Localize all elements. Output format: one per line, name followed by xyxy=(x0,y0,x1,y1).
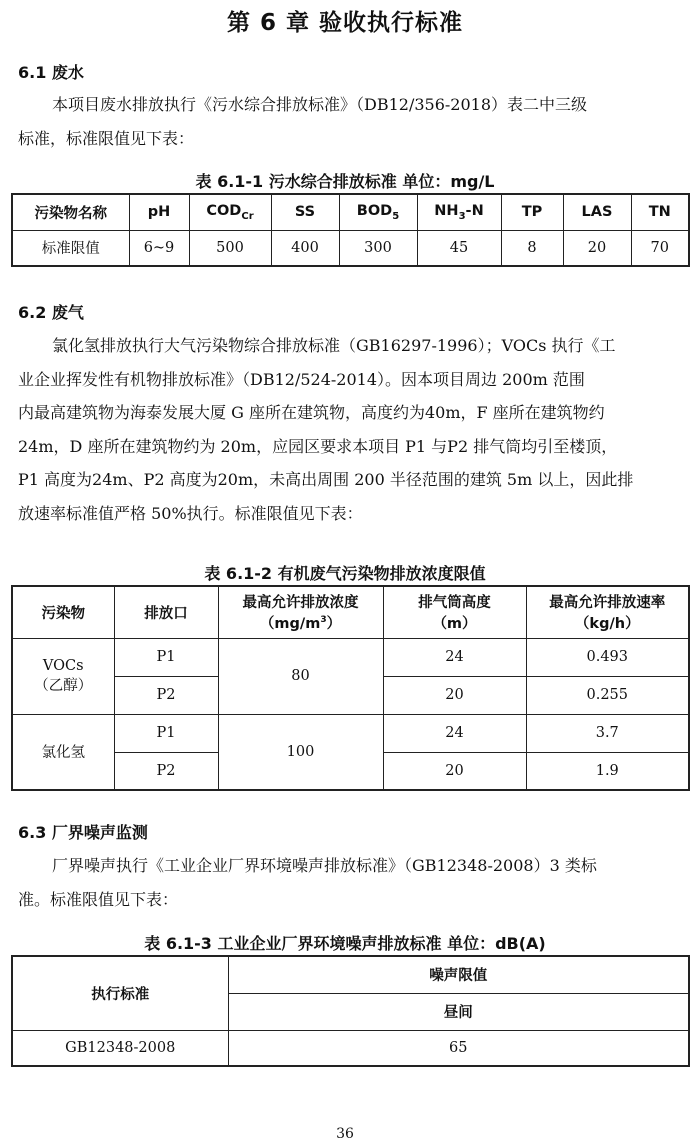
waste-gas-paragraph xyxy=(18,329,678,530)
rate-cell: 1.9 xyxy=(526,752,689,790)
rate-cell: 0.255 xyxy=(526,676,689,714)
outlet-cell: P2 xyxy=(114,676,218,714)
header-max-concentration: 最高允许排放浓度 $(mg/m^3)$ xyxy=(218,586,383,638)
header-noise-limit: 噪声限值 xyxy=(228,956,689,993)
header-tp: TP xyxy=(501,194,563,230)
header-pollutant: 污染物 xyxy=(12,586,114,638)
pollutant-hcl: 氯化氢 xyxy=(12,714,114,790)
table-cell: 70 xyxy=(631,230,689,266)
header-bod: $BOD_5$ xyxy=(339,194,417,230)
wastewater-standard-table xyxy=(11,193,690,267)
chapter-title: 第 6 章 验收执行标准 xyxy=(226,10,464,36)
paragraph-line: P1 高度为24m、P2 高度为20m，未高出周围 200 半径范围的建筑 5m 以上，因此排 xyxy=(18,470,634,489)
section-heading-wastewater: 6.1 废水 xyxy=(18,63,84,82)
header-tn: TN xyxy=(631,194,689,230)
concentration-cell: 80 xyxy=(218,638,383,714)
organic-gas-limit-table xyxy=(11,585,690,791)
table-cell: 400 xyxy=(271,230,339,266)
paragraph-line: 放速率标准值严格 50%执行。标准限值见下表： xyxy=(18,503,363,523)
table-cell: 20 xyxy=(563,230,631,266)
header-daytime: 昼间 xyxy=(228,993,689,1030)
table-caption-6-1-2: 表 6.1-2 有机废气污染物排放浓度限值 xyxy=(204,564,486,583)
wastewater-paragraph xyxy=(18,88,678,155)
paragraph-line: 24m，D 座所在建筑物约为 20m，应园区要求本项目 P1 与P2 排气筒均引至楼顶， xyxy=(18,436,618,456)
header-stack-height: 排气筒高度 （m） xyxy=(383,586,526,638)
concentration-cell: 100 xyxy=(218,714,383,790)
table-caption-6-1-3: 表 6.1-3 工业企业厂界环境噪声排放标准 单位：dB(A) xyxy=(144,934,546,953)
paragraph-line: 标准，标准限值见下表： xyxy=(18,128,195,148)
height-cell: 20 xyxy=(383,752,526,790)
rate-cell: 0.493 xyxy=(526,638,689,676)
section-heading-waste-gas: 6.2 废气 xyxy=(18,303,84,322)
table-cell: 300 xyxy=(339,230,417,266)
table-caption-6-1-1: 表 6.1-1 污水综合排放标准 单位：mg/L xyxy=(195,172,495,191)
header-ph: pH xyxy=(129,194,189,230)
rate-cell: 3.7 xyxy=(526,714,689,752)
table-cell: 500 xyxy=(189,230,271,266)
noise-value-cell: 65 xyxy=(228,1030,689,1066)
row-label-limit: 标准限值 xyxy=(12,230,129,266)
table-cell: 8 xyxy=(501,230,563,266)
header-outlet: 排放口 xyxy=(114,586,218,638)
header-las: LAS xyxy=(563,194,631,230)
noise-paragraph xyxy=(18,849,678,916)
paragraph-line: 准。标准限值见下表： xyxy=(18,889,179,909)
height-cell: 24 xyxy=(383,714,526,752)
header-pollutant-name: 污染物名称 xyxy=(12,194,129,230)
paragraph-line: 内最高建筑物为海泰发展大厦 G 座所在建筑物，高度约为40m，F 座所在建筑物约 xyxy=(18,403,605,422)
header-standard: 执行标准 xyxy=(12,956,228,1030)
paragraph-line: 业企业挥发性有机物排放标准》（DB12/524-2014）。因本项目周边 200m 范围 xyxy=(18,369,585,389)
header-max-rate: 最高允许排放速率 （kg/h） xyxy=(526,586,689,638)
page-number: 36 xyxy=(336,1126,354,1142)
height-cell: 24 xyxy=(383,638,526,676)
table-cell: 6~9 xyxy=(129,230,189,266)
paragraph-line: 厂界噪声执行《工业企业厂界环境噪声排放标准》（GB12348-2008）3 类标 xyxy=(52,856,597,875)
table-cell: 45 xyxy=(417,230,501,266)
height-cell: 20 xyxy=(383,676,526,714)
standard-cell: GB12348-2008 xyxy=(12,1030,228,1066)
noise-standard-table xyxy=(11,955,690,1067)
pollutant-vocs: VOCs （乙醇） xyxy=(12,638,114,714)
outlet-cell: P1 xyxy=(114,714,218,752)
paragraph-line: 本项目废水排放执行《污水综合排放标准》（DB12/356-2018）表二中三级 xyxy=(52,95,588,114)
paragraph-line: 氯化氢排放执行大气污染物综合排放标准（GB16297-1996）；VOCs 执行《工 xyxy=(52,336,616,355)
header-ss: SS xyxy=(271,194,339,230)
outlet-cell: P1 xyxy=(114,638,218,676)
section-heading-noise: 6.3 厂界噪声监测 xyxy=(18,823,148,842)
outlet-cell: P2 xyxy=(114,752,218,790)
header-nh3n: $NH_3-N$ xyxy=(417,194,501,230)
header-cod: $COD_{Cr}$ xyxy=(189,194,271,230)
